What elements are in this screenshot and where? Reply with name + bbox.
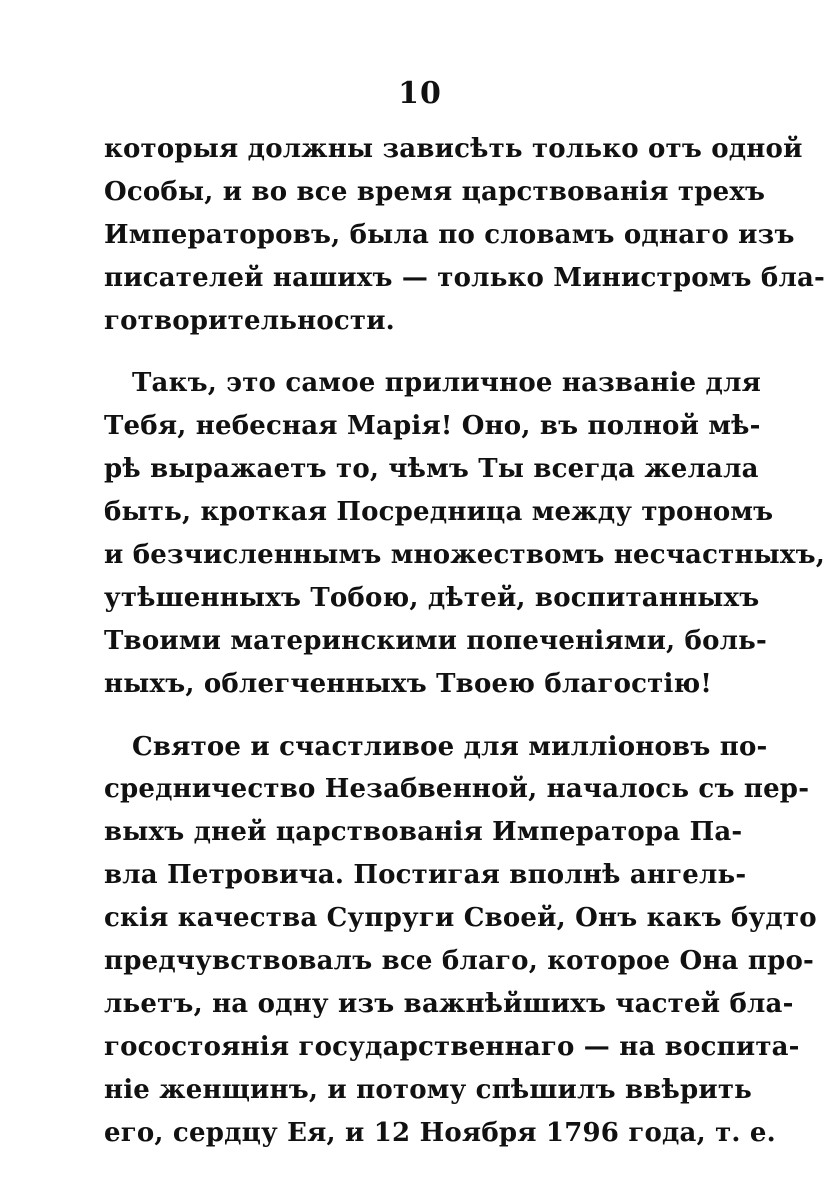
text-line: быть, кроткая Посредница между трономъ (104, 497, 774, 528)
text-line: готворительности. (104, 305, 395, 336)
text-line: Императоровъ, была по словамъ однаго изъ (104, 219, 795, 250)
text-line: выхъ дней царствованія Императора Па- (104, 817, 743, 848)
text-line: утѣшенныхъ Тобою, дѣтей, воспитанныхъ (104, 582, 760, 613)
text-line: Такъ, это самое приличное названіе для (132, 368, 762, 399)
text-line: госостоянія государственнаго — на воспита- (104, 1031, 800, 1062)
body-text (104, 128, 826, 1154)
page-number: 10 (398, 76, 442, 111)
text-line: которыя должны зависѣть только отъ одной (104, 134, 803, 164)
text-line: ныхъ, облегченныхъ Твоею благостію! (104, 668, 713, 699)
text-line: и безчисленнымъ множествомъ несчастныхъ, (104, 540, 826, 571)
text-line: писателей нашихъ — только Министромъ бла- (104, 262, 826, 293)
paragraph (104, 362, 826, 705)
text-line: Святое и счастливое для милліоновъ по- (132, 731, 768, 762)
text-line: Особы, и во все время царствованія трехъ (104, 176, 766, 207)
text-line: рѣ выражаетъ то, чѣмъ Ты всегда желала (104, 454, 759, 485)
text-line: предчувствовалъ все благо, которое Она про- (104, 946, 815, 977)
paragraph (104, 726, 817, 1155)
text-line: льетъ, на одну изъ важнѣйшихъ частей бла- (104, 988, 794, 1019)
text-line: ніе женщинъ, и потому спѣшилъ ввѣрить (104, 1074, 752, 1105)
paragraph (104, 128, 826, 342)
text-line: вла Петровича. Постигая вполнѣ ангель- (104, 860, 747, 891)
text-line: скія качества Супруги Своей, Онъ какъ будто (104, 903, 817, 934)
text-line: его, сердцу Ея, и 12 Ноября 1796 года, т. е. (104, 1117, 776, 1148)
text-line: Твоими материнскими попеченіями, боль- (104, 625, 768, 656)
text-line: средничество Незабвенной, началось съ пер- (104, 774, 810, 805)
text-line: Тебя, небесная Марія! Оно, въ полной мѣ- (104, 411, 761, 442)
